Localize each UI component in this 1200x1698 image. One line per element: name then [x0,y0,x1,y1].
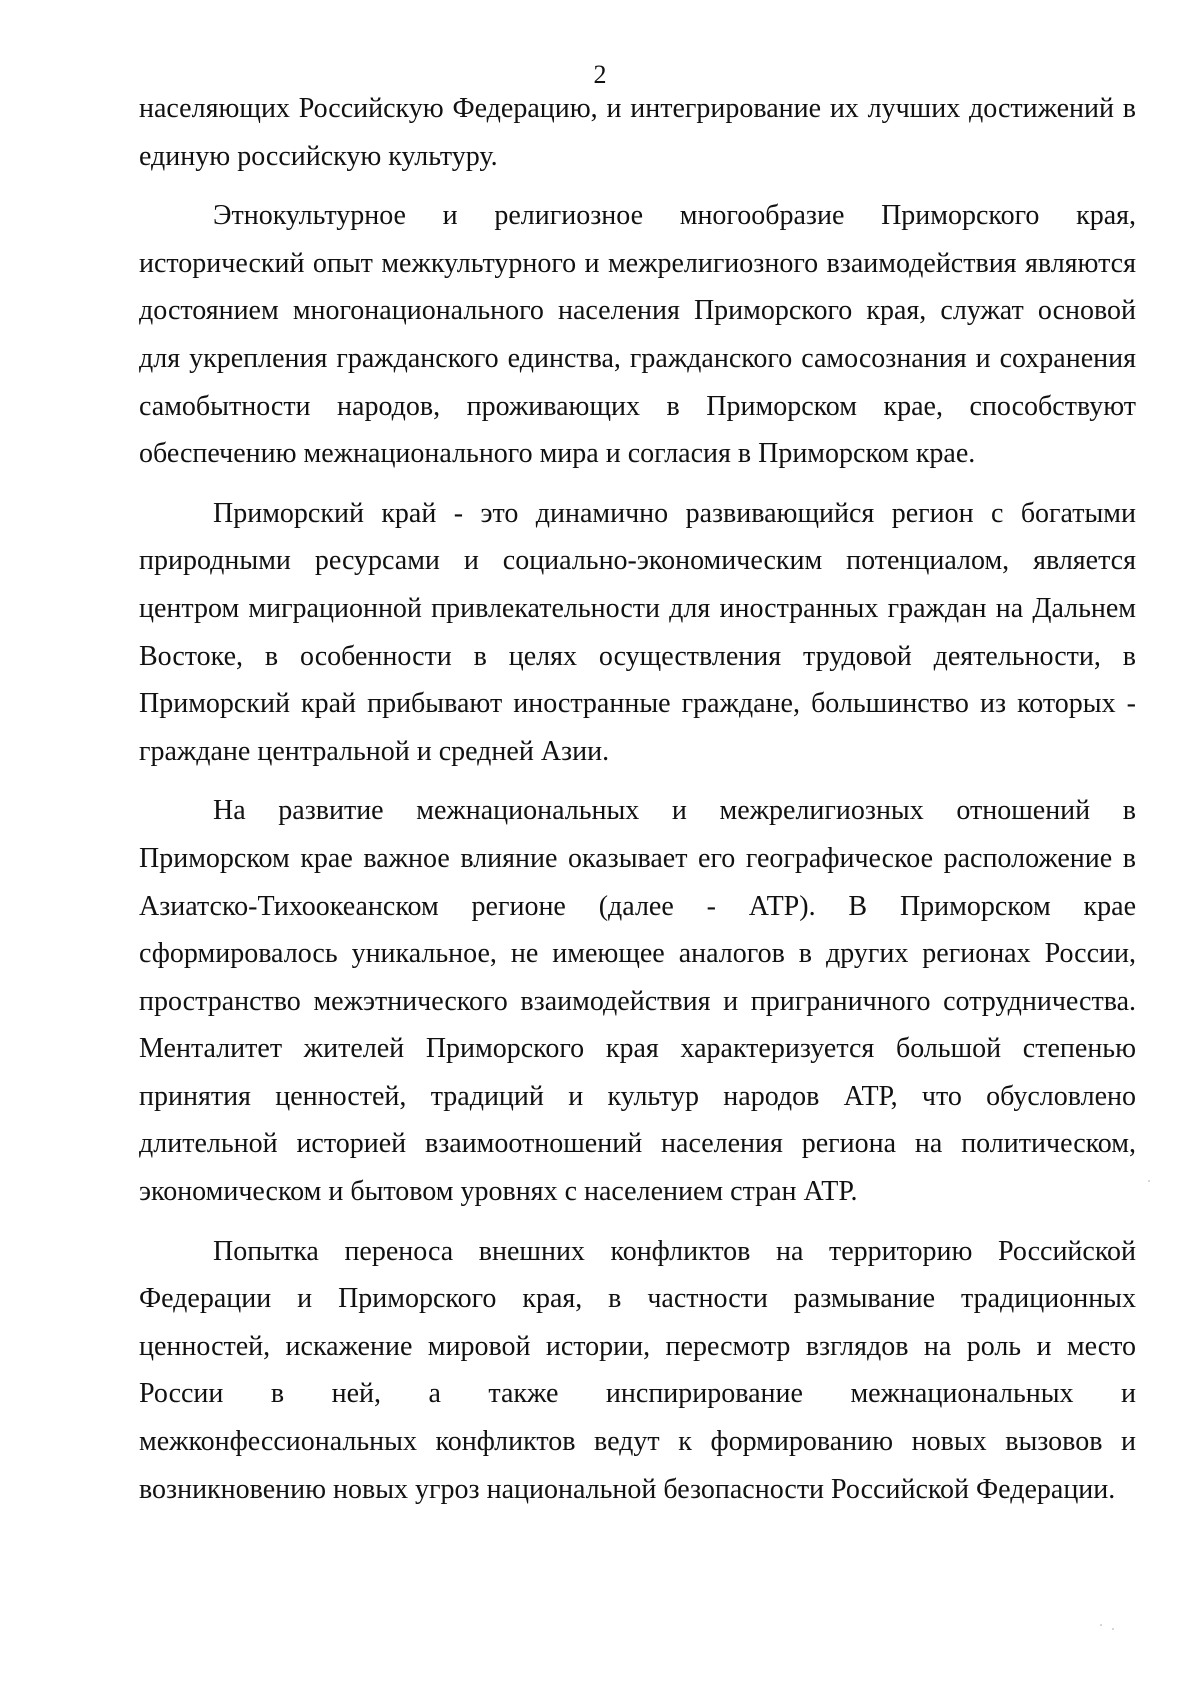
paragraph-external-conflicts: Попытка переноса внешних конфликтов на территорию Российской Федерации и Приморского края, в частности размывание традиционных ценностей, искажение мировой истории, пересмотр взглядов на роль и место России в ней, а также инспирирование межнациональных и межконфессиональных конфликтов ведут к формированию новых вызовов и возникновению новых угроз национальной безопасности Российской Федерации. [139,1235,1136,1505]
document-body [139,85,1136,1513]
paragraph-apr-geography: На развитие межнациональных и межрелигиозных отношений в Приморском крае важное влияние оказывает его географическое расположение в Азиатско-Тихоокеанском регионе (далее - АТР). В Приморском крае сформировалось уникальное, не имеющее аналогов в других регионах России, пространство межэтнического взаимодействия и приграничного сотрудничества. Менталитет жителей Приморского края характеризуется большой степенью принятия ценностей, традиций и культур народов АТР, что обусловлено длительной историей взаимоотношений населения региона на политическом, экономическом и бытовом уровнях с населением стран АТР. [139,795,1136,1208]
paragraph-migration-region: Приморский край - это динамично развивающийся регион с богатыми природными ресурсами и социально-экономическим потенциалом, является центром миграционной привлекательности для иностранных граждан на Дальнем Востоке, в особенности в целях осуществления трудовой деятельности, в Приморский край прибывают иностранные граждане, большинство из которых - граждане центральной и средней Азии. [139,497,1136,767]
scan-artifact [1148,1180,1150,1182]
scan-artifact [1100,1624,1102,1626]
paragraph-ethnocultural-diversity: Этнокультурное и религиозное многообразие Приморского края, исторический опыт межкультурного и межрелигиозного взаимодействия являются достоянием многонационального населения Приморского края, служат основой для укрепления гражданского единства, гражданского самосознания и сохранения самобытности народов, проживающих в Приморском крае, способствуют обеспечению межнационального мира и согласия в Приморском крае. [139,200,1136,470]
scan-artifact [1112,1628,1114,1630]
paragraph-continuation: населяющих Российскую Федерацию, и интегрирование их лучших достижений в единую российскую культуру. [139,93,1136,172]
page-number: 2 [593,60,607,89]
